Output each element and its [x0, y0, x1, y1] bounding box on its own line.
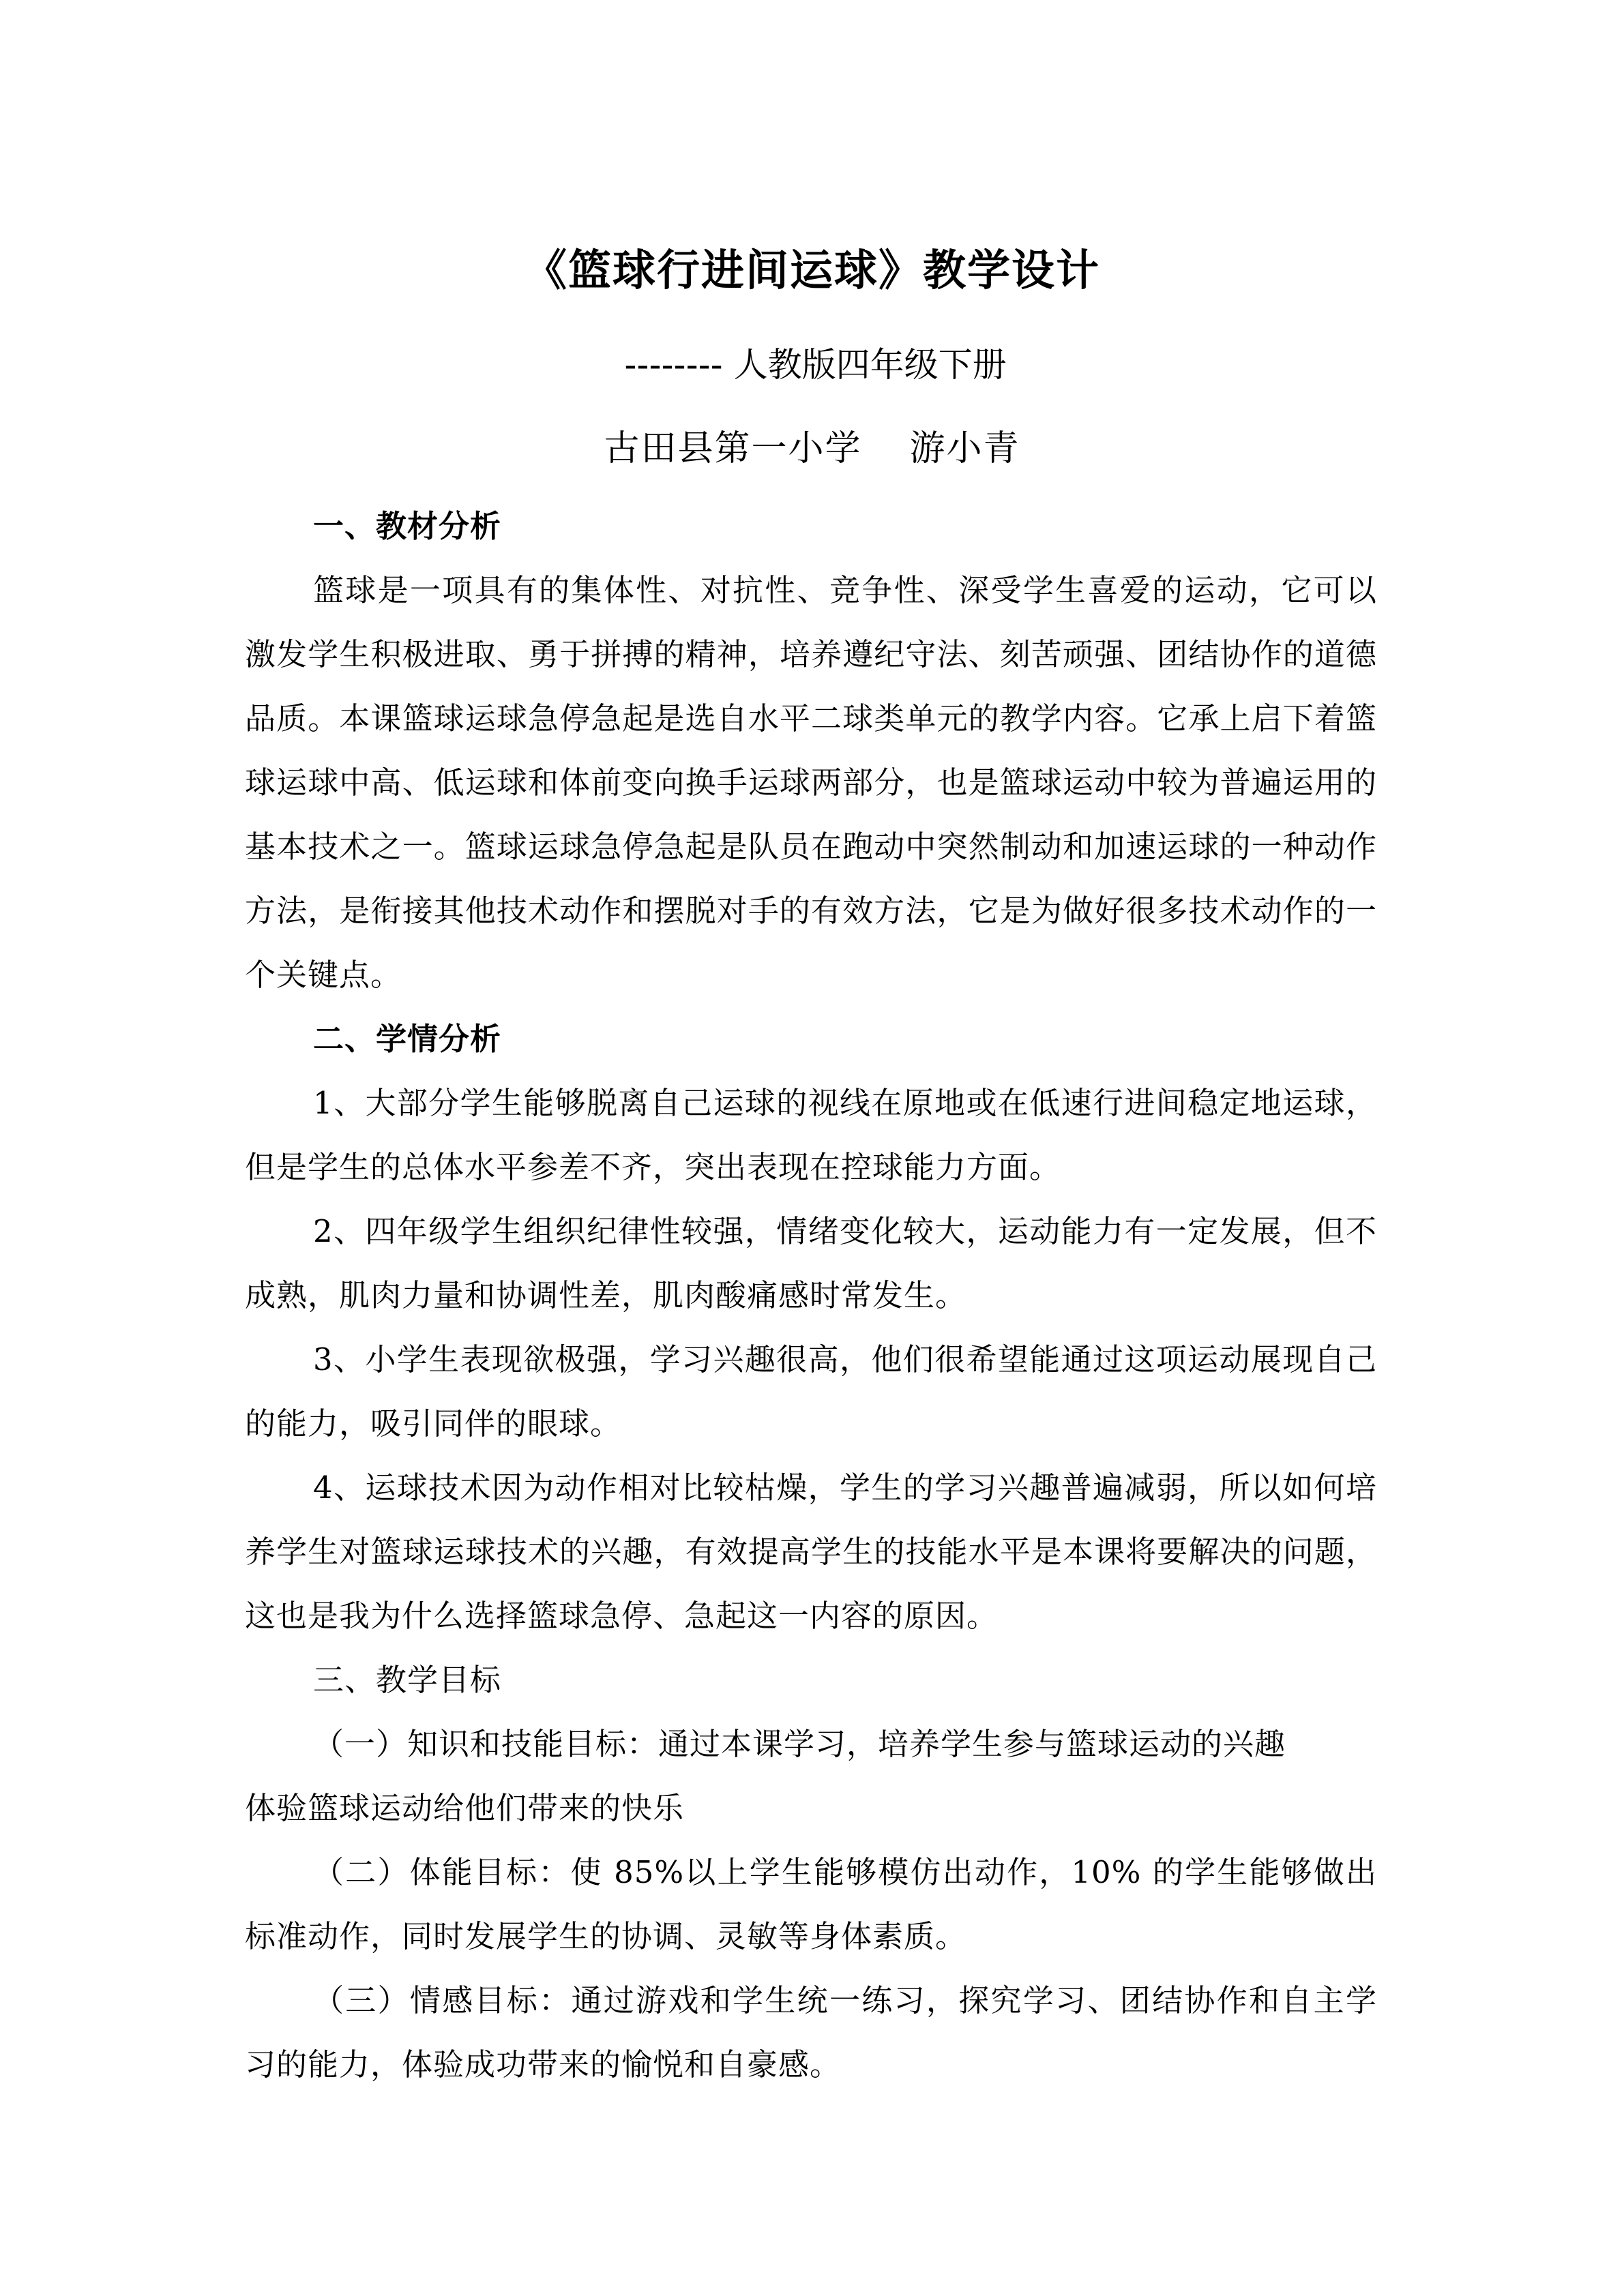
section-heading-teaching-objectives: 三、教学目标	[313, 1662, 502, 1698]
objective-physical: （二）体能目标：使 85%以上学生能够模仿出动作，10% 的学生能够做出标准动作，同时发展学生的协调、灵敏等身体素质。	[245, 1854, 1377, 1954]
school-name: 古田县第一小学	[604, 428, 862, 469]
teacher-name: 游小青	[909, 428, 1020, 469]
author-line	[0, 421, 1624, 476]
paragraph-student-analysis-3: 3、小学生表现欲极强，学习兴趣很高，他们很希望能通过这项运动展现自己的能力，吸引同伴的眼球。	[245, 1341, 1377, 1442]
objective-knowledge-skill-line2: 体验篮球运动给他们带来的快乐	[245, 1790, 685, 1826]
objective-emotional: （三）情感目标：通过游戏和学生统一练习，探究学习、团结协作和自主学习的能力，体验成功带来的愉悦和自豪感。	[245, 1982, 1377, 2083]
paragraph-textbook-analysis: 篮球是一项具有的集体性、对抗性、竞争性、深受学生喜爱的运动，它可以激发学生积极进取、勇于拼搏的精神，培养遵纪守法、刻苦顽强、团结协作的道德品质。本课篮球运球急停急起是选自水平二球类单元的教学内容。它承上启下着篮球运球中高、低运球和体前变向换手运球两部分，也是篮球运动中较为普遍运用的基本技术之一。篮球运球急停急起是队员在跑动中突然制动和加速运球的一种动作方法，是衔接其他技术动作和摆脱对手的有效方法，它是为做好很多技术动作的一个关键点。	[245, 572, 1377, 993]
document-subtitle: -------- 人教版四年级下册	[624, 345, 1007, 385]
document-title: 《篮球行进间运球》教学设计	[524, 245, 1100, 295]
paragraph-student-analysis-4: 4、运球技术因为动作相对比较枯燥，学生的学习兴趣普遍减弱，所以如何培养学生对篮球运球技术的兴趣，有效提高学生的技能水平是本课将要解决的问题，这也是我为什么选择篮球急停、急起这一内容的原因。	[245, 1470, 1377, 1634]
section-heading-textbook-analysis: 一、教材分析	[313, 508, 502, 544]
paragraph-student-analysis-1: 1、大部分学生能够脱离自己运球的视线在原地或在低速行进间稳定地运球，但是学生的总体水平参差不齐，突出表现在控球能力方面。	[245, 1085, 1377, 1185]
objective-knowledge-skill-line1: （一）知识和技能目标：通过本课学习，培养学生参与篮球运动的兴趣	[313, 1726, 1286, 1762]
document-body	[245, 494, 1377, 2097]
paragraph-student-analysis-2: 2、四年级学生组织纪律性较强，情绪变化较大，运动能力有一定发展，但不成熟，肌肉力量和协调性差，肌肉酸痛感时常发生。	[245, 1213, 1377, 1313]
section-heading-student-analysis: 二、学情分析	[313, 1021, 502, 1057]
